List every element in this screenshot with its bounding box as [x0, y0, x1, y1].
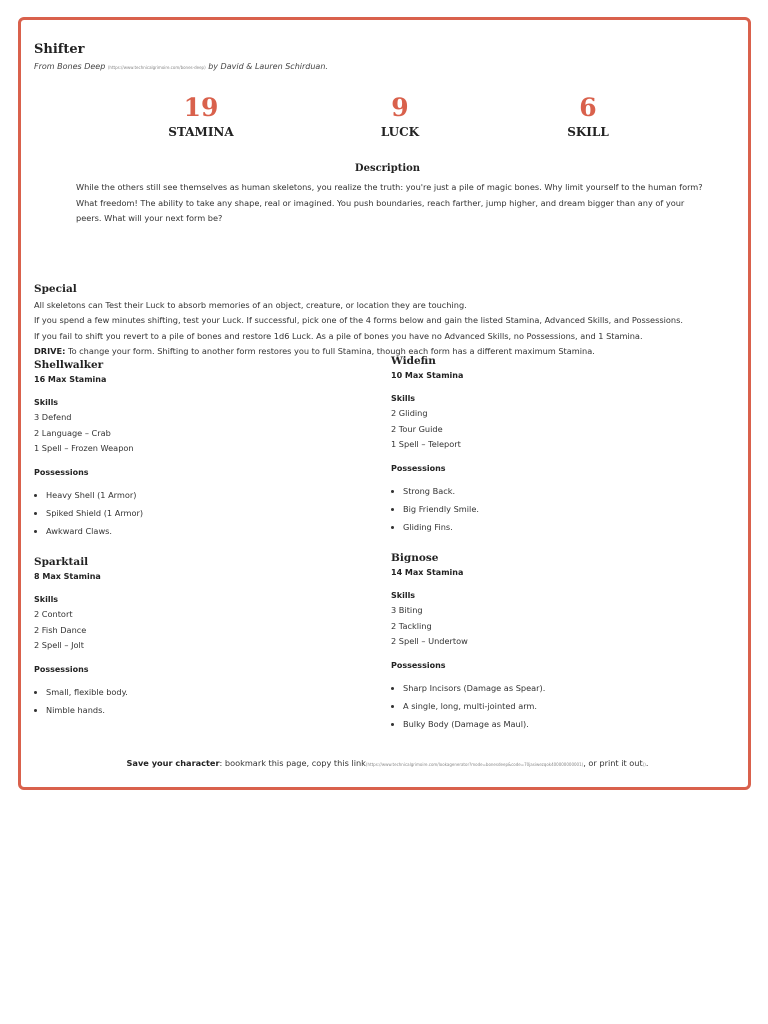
possession-item: • Heavy Shell (1 Armor) — [46, 486, 354, 504]
stat-label: STAMINA — [168, 125, 234, 139]
print-link[interactable]: print it out — [599, 758, 643, 768]
drive-label: DRIVE: — [34, 346, 66, 356]
skills-heading: Skills — [34, 398, 59, 407]
save-character-line — [21, 758, 754, 768]
save-end: . — [645, 758, 649, 768]
possession-item: • Small, flexible body. — [46, 683, 354, 701]
save-text-or: , or — [583, 758, 600, 768]
form-name: Shellwalker — [34, 359, 104, 371]
source-authors: by David & Lauren Schirduan. — [208, 62, 328, 71]
description-text — [76, 180, 706, 227]
possessions-heading: Possessions — [391, 463, 446, 473]
possessions-list — [391, 679, 711, 733]
possessions-list — [391, 482, 711, 536]
special-line: If you fail to shift you revert to a pile of bones and restore 1d6 Luck. As a pile of bones you have no Advanced Skills, no Possessions, and 1 Stamina. — [34, 330, 643, 341]
possession-item: • Sharp Incisors (Damage as Spear). — [403, 679, 711, 697]
skill-item: 2 Spell – Undertow — [391, 636, 468, 646]
stat-value: 19 — [183, 93, 219, 122]
possessions-heading: Possessions — [391, 660, 446, 670]
possessions-heading: Possessions — [34, 467, 89, 477]
save-text: : bookmark this page, copy this link — [219, 758, 366, 768]
form-bignose — [391, 550, 711, 733]
skills-heading: Skills — [391, 394, 416, 403]
possessions-heading: Possessions — [34, 664, 89, 674]
possessions-list — [34, 683, 354, 719]
possession-item: • A single, long, multi-jointed arm. — [403, 697, 711, 715]
stat-label: SKILL — [567, 125, 609, 139]
form-shellwalker — [34, 357, 354, 540]
source-link[interactable]: (https://www.technicalgrimoire.com/bones-deep) — [107, 65, 206, 70]
possessions-list — [34, 486, 354, 540]
print-link-marker: () — [642, 762, 646, 767]
skill-item: 2 Tackling — [391, 620, 432, 631]
skill-item: 1 Spell – Frozen Weapon — [34, 443, 134, 453]
character-name: Shifter — [34, 42, 85, 57]
skills-heading: Skills — [391, 591, 416, 600]
save-link[interactable]: (https://www.technicalgrimoire.com/lookagenerator?mode=bonesdeep&code=70jasiwezqok400000000001) — [365, 762, 584, 767]
possession-item: • Awkward Claws. — [46, 522, 354, 540]
skill-item: 1 Spell – Teleport — [391, 439, 461, 449]
special-section — [34, 282, 744, 360]
source-line — [34, 62, 328, 71]
character-card — [18, 17, 751, 790]
drive-text: To change your form. Shifting to another form restores you to full Stamina, though each form has a different maximum Stamina. — [65, 346, 595, 356]
special-line: If you spend a few minutes shifting, test your Luck. If successful, pick one of the 4 forms below and gain the listed Stamina, Advanced Skills, and Possessions. — [34, 315, 683, 325]
skills-heading: Skills — [34, 595, 59, 604]
skill-item: 3 Defend — [34, 412, 72, 422]
stat-stamina — [101, 93, 301, 141]
form-name: Bignose — [391, 552, 439, 564]
possession-item: • Nimble hands. — [46, 701, 354, 719]
description-paragraph: While the others still see themselves as human skeletons, you realize the truth: you're just a pile of magic bones. Why limit yourself to the human form? — [76, 182, 703, 192]
stat-value: 6 — [579, 93, 597, 122]
form-widefin — [391, 353, 711, 536]
skill-item: 2 Language – Crab — [34, 427, 111, 438]
form-max-stamina: 10 Max Stamina — [391, 371, 464, 380]
description-heading: Description — [354, 163, 421, 174]
form-sparktail — [34, 554, 354, 719]
possession-item: • Big Friendly Smile. — [403, 500, 711, 518]
stat-label: LUCK — [380, 125, 420, 139]
skill-item: 2 Spell – Jolt — [34, 640, 85, 650]
save-label: Save your character — [126, 758, 220, 768]
possession-item: • Gliding Fins. — [403, 518, 711, 536]
source-prefix: From Bones Deep — [34, 62, 106, 71]
possession-item: • Strong Back. — [403, 482, 711, 500]
form-max-stamina: 16 Max Stamina — [34, 375, 107, 384]
form-max-stamina: 8 Max Stamina — [34, 572, 101, 581]
stat-value: 9 — [391, 93, 409, 122]
stat-skill — [488, 93, 688, 141]
skill-item: 3 Biting — [391, 605, 423, 615]
form-max-stamina: 14 Max Stamina — [391, 568, 464, 577]
form-name: Widefin — [391, 355, 436, 367]
special-line: All skeletons can Test their Luck to absorb memories of an object, creature, or location they are touching. — [34, 299, 467, 310]
form-name: Sparktail — [34, 556, 89, 568]
description-paragraph: What freedom! The ability to take any shape, real or imagined. You push boundaries, reach farther, jump higher, and dream bigger than any of your peers. What will your next form be? — [76, 197, 685, 223]
stat-luck — [300, 93, 500, 141]
skill-item: 2 Tour Guide — [391, 423, 443, 434]
special-heading: Special — [34, 283, 77, 295]
skill-item: 2 Gliding — [391, 408, 428, 418]
possession-item: • Spiked Shield (1 Armor) — [46, 504, 354, 522]
possession-item: • Bulky Body (Damage as Maul). — [403, 715, 711, 733]
skill-item: 2 Fish Dance — [34, 624, 87, 635]
skill-item: 2 Contort — [34, 609, 73, 619]
